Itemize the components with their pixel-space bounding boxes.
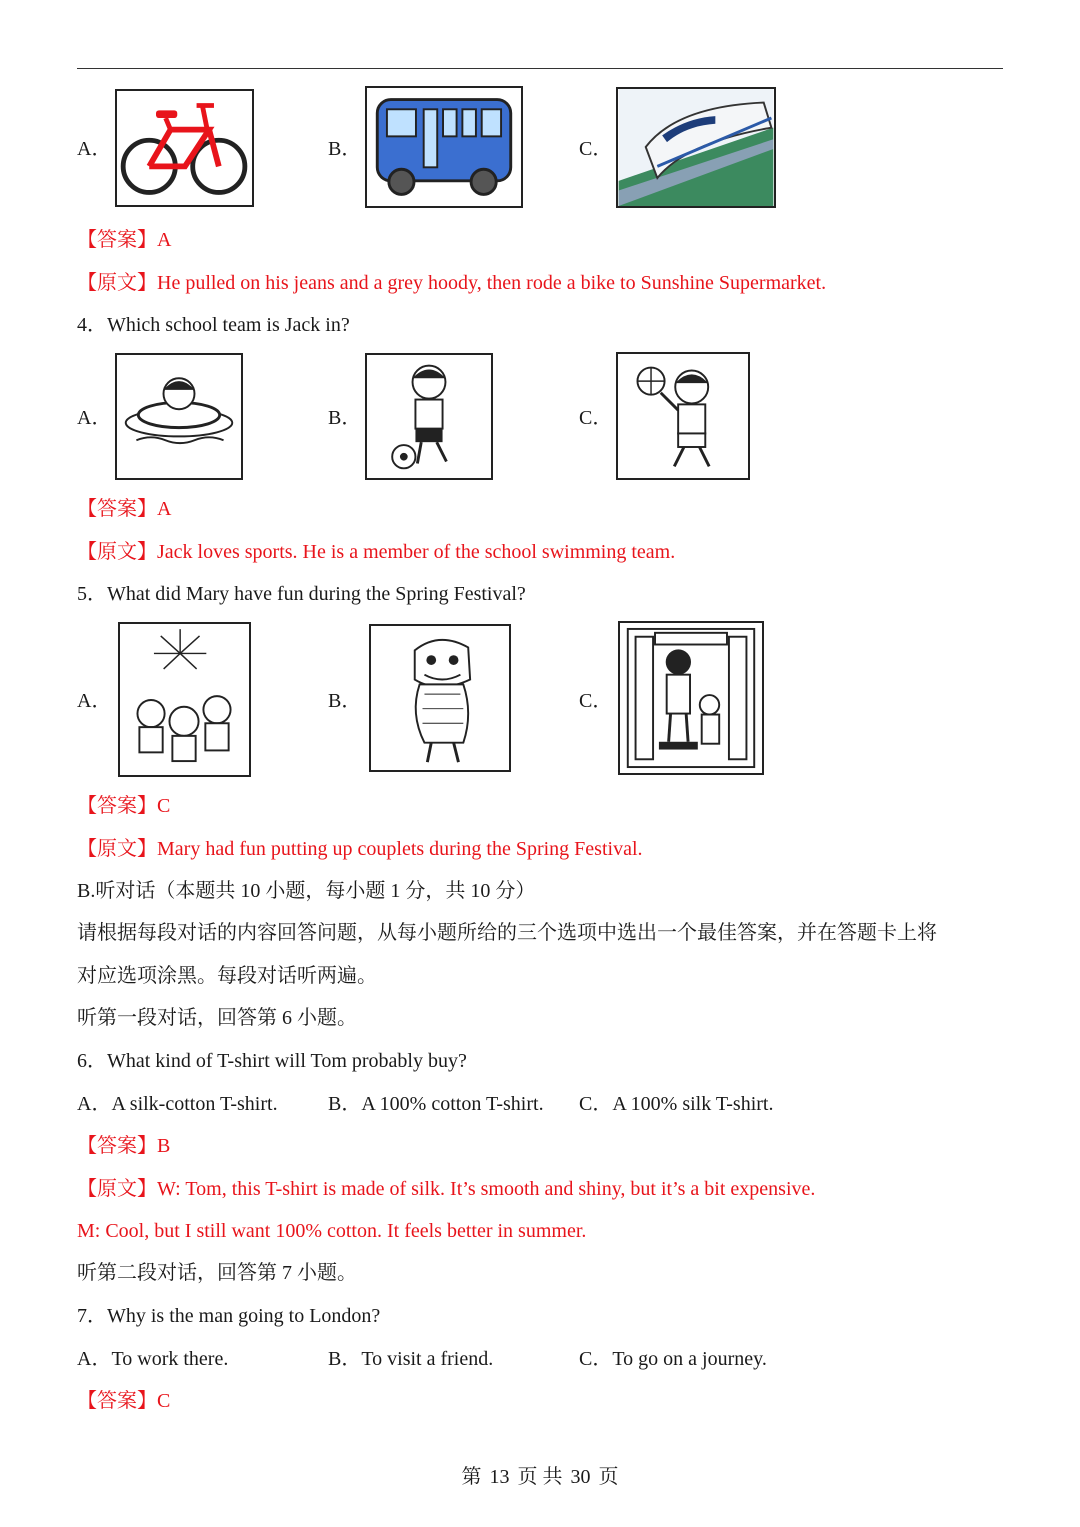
header-rule — [77, 68, 1003, 69]
putting-up-couplets-image — [618, 621, 764, 775]
transcript-tag: 【原文】 — [77, 272, 157, 294]
page-footer — [0, 1460, 1080, 1489]
section-b-instruction-1: 请根据每段对话的内容回答问题，从每小题所给的三个选项中选出一个最佳答案，并在答题卡上将 — [77, 922, 937, 944]
answer-value: A — [157, 498, 172, 520]
fireworks-children-image — [118, 622, 251, 777]
q6-transcript-w — [77, 1175, 815, 1203]
q4-option-c-label: C． — [579, 407, 613, 429]
q6-option-a: A．A silk-cotton T-shirt. — [77, 1093, 278, 1115]
q7-answer — [77, 1387, 170, 1415]
answer-tag: 【答案】 — [77, 1390, 157, 1412]
high-speed-train-image — [616, 87, 776, 208]
transcript-text: W: Tom, this T-shirt is made of silk. It’s smooth and shiny, but it’s a bit expensive. — [157, 1178, 816, 1200]
transcript-text: Jack loves sports. He is a member of the school swimming team. — [157, 541, 676, 563]
q7-question: 7．Why is the man going to London? — [77, 1305, 381, 1327]
q4-question: 4．Which school team is Jack in? — [77, 314, 350, 336]
q5-transcript — [77, 835, 643, 863]
q3-option-c-label: C． — [579, 138, 613, 160]
q6-option-c: C．A 100% silk T-shirt. — [579, 1093, 774, 1115]
q3-option-a-label: A． — [77, 138, 112, 160]
footer-suffix: 页 — [598, 1466, 619, 1488]
footer-page-number: 13 — [489, 1466, 510, 1488]
transcript-tag: 【原文】 — [77, 838, 157, 860]
q6-intro: 听第一段对话，回答第 6 小题。 — [77, 1007, 357, 1029]
q3-transcript — [77, 269, 826, 297]
answer-tag: 【答案】 — [77, 229, 157, 251]
boy-basketball-image — [616, 352, 750, 480]
answer-value: B — [157, 1135, 171, 1157]
q7-intro: 听第二段对话，回答第 7 小题。 — [77, 1262, 357, 1284]
footer-prefix: 第 — [461, 1466, 482, 1488]
q5-option-b-label: B． — [328, 690, 362, 712]
transcript-tag: 【原文】 — [77, 1178, 157, 1200]
q4-option-b-label: B． — [328, 407, 362, 429]
answer-tag: 【答案】 — [77, 498, 157, 520]
answer-value: C — [157, 795, 171, 817]
q5-question: 5．What did Mary have fun during the Spring Festival? — [77, 583, 526, 605]
answer-value: C — [157, 1390, 171, 1412]
footer-middle: 页 共 — [517, 1466, 563, 1488]
bus-image — [365, 86, 523, 208]
boy-swimming-ring-image — [115, 353, 243, 480]
q6-transcript-m: M: Cool, but I still want 100% cotton. It feels better in summer. — [77, 1220, 587, 1242]
transcript-text: He pulled on his jeans and a grey hoody, then rode a bike to Sunshine Supermarket. — [157, 272, 827, 294]
section-b-title: B.听对话（本题共 10 小题，每小题 1 分，共 10 分） — [77, 880, 536, 902]
q5-answer — [77, 792, 170, 820]
q3-option-b-label: B． — [328, 138, 362, 160]
transcript-tag: 【原文】 — [77, 541, 157, 563]
lion-dance-image — [369, 624, 511, 772]
q7-option-c: C．To go on a journey. — [579, 1348, 767, 1370]
q6-question: 6．What kind of T-shirt will Tom probably buy? — [77, 1050, 467, 1072]
q4-option-a-label: A． — [77, 407, 112, 429]
q7-option-a: A．To work there. — [77, 1348, 229, 1370]
q6-option-b: B．A 100% cotton T-shirt. — [328, 1093, 544, 1115]
boy-football-image — [365, 353, 493, 480]
transcript-text: Mary had fun putting up couplets during the Spring Festival. — [157, 838, 643, 860]
q4-answer — [77, 495, 171, 523]
answer-tag: 【答案】 — [77, 1135, 157, 1157]
footer-total-pages: 30 — [570, 1466, 591, 1488]
q6-answer — [77, 1132, 170, 1160]
answer-tag: 【答案】 — [77, 795, 157, 817]
q7-option-b: B．To visit a friend. — [328, 1348, 494, 1370]
answer-value: A — [157, 229, 172, 251]
q4-transcript — [77, 538, 675, 566]
q5-option-c-label: C． — [579, 690, 613, 712]
bicycle-image — [115, 89, 254, 207]
q3-answer — [77, 226, 171, 254]
q5-option-a-label: A． — [77, 690, 112, 712]
section-b-instruction-2: 对应选项涂黑。每段对话听两遍。 — [77, 965, 377, 987]
